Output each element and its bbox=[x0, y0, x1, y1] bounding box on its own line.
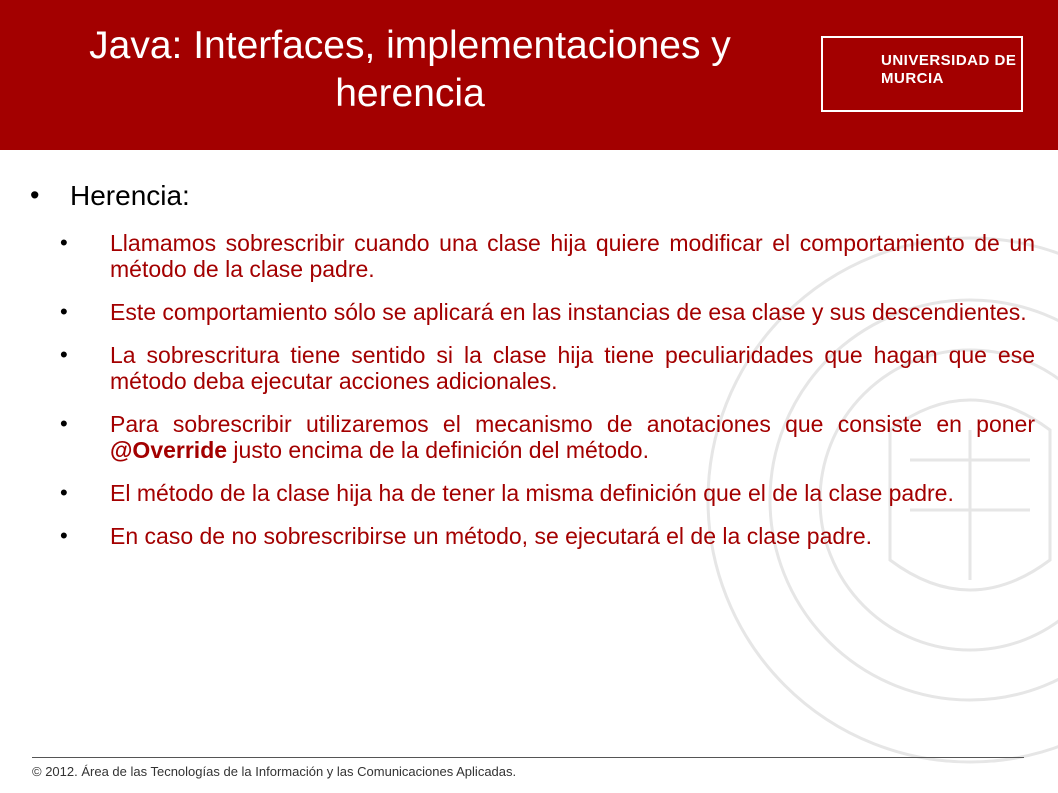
heading-bullet: • bbox=[30, 180, 40, 210]
logo-line-2: MURCIA bbox=[881, 70, 944, 87]
list-item-text: Este comportamiento sólo se aplicará en las instancias de esa clase y sus descendientes. bbox=[110, 299, 1027, 325]
list-item bbox=[60, 411, 1035, 463]
list-item bbox=[60, 523, 1035, 549]
list-item-text bbox=[110, 411, 1035, 463]
list-item bbox=[60, 230, 1035, 282]
header-bar bbox=[0, 0, 1058, 150]
list-item bbox=[60, 342, 1035, 394]
list-item-text: La sobrescritura tiene sentido si la clase hija tiene peculiaridades que hagan que ese método deba ejecutar acciones adicionales. bbox=[110, 342, 1035, 394]
slide-title: Java: Interfaces, implementaciones y herencia bbox=[89, 24, 731, 115]
bullet-dot: • bbox=[60, 411, 68, 436]
list-item-text: El método de la clase hija ha de tener la misma definición que el de la clase padre. bbox=[110, 480, 954, 506]
bullet-dot: • bbox=[60, 230, 68, 255]
logo-line-1: UNIVERSIDAD DE bbox=[881, 52, 1017, 69]
footer-divider bbox=[32, 757, 1024, 758]
override-annotation: @Override bbox=[110, 437, 228, 463]
list-item bbox=[60, 480, 1035, 506]
bullet-dot: • bbox=[60, 480, 68, 505]
bullet-dot: • bbox=[60, 342, 68, 367]
bullet-list bbox=[60, 230, 1035, 566]
section-heading: Herencia: bbox=[70, 180, 190, 211]
list-item bbox=[60, 299, 1035, 325]
text-before-annotation: Para sobrescribir utilizaremos el mecanismo de anotaciones que consiste en poner bbox=[110, 411, 1035, 437]
footer-copyright: © 2012. Área de las Tecnologías de la Información y las Comunicaciones Aplicadas. bbox=[32, 764, 517, 779]
text-after-annotation: justo encima de la definición del método. bbox=[227, 437, 649, 463]
list-item-text: Llamamos sobrescribir cuando una clase hija quiere modificar el comportamiento de un método de la clase padre. bbox=[110, 230, 1035, 282]
bullet-dot: • bbox=[60, 299, 68, 324]
list-item-text: En caso de no sobrescribirse un método, se ejecutará el de la clase padre. bbox=[110, 523, 872, 549]
bullet-dot: • bbox=[60, 523, 68, 548]
university-logo bbox=[821, 36, 1023, 112]
